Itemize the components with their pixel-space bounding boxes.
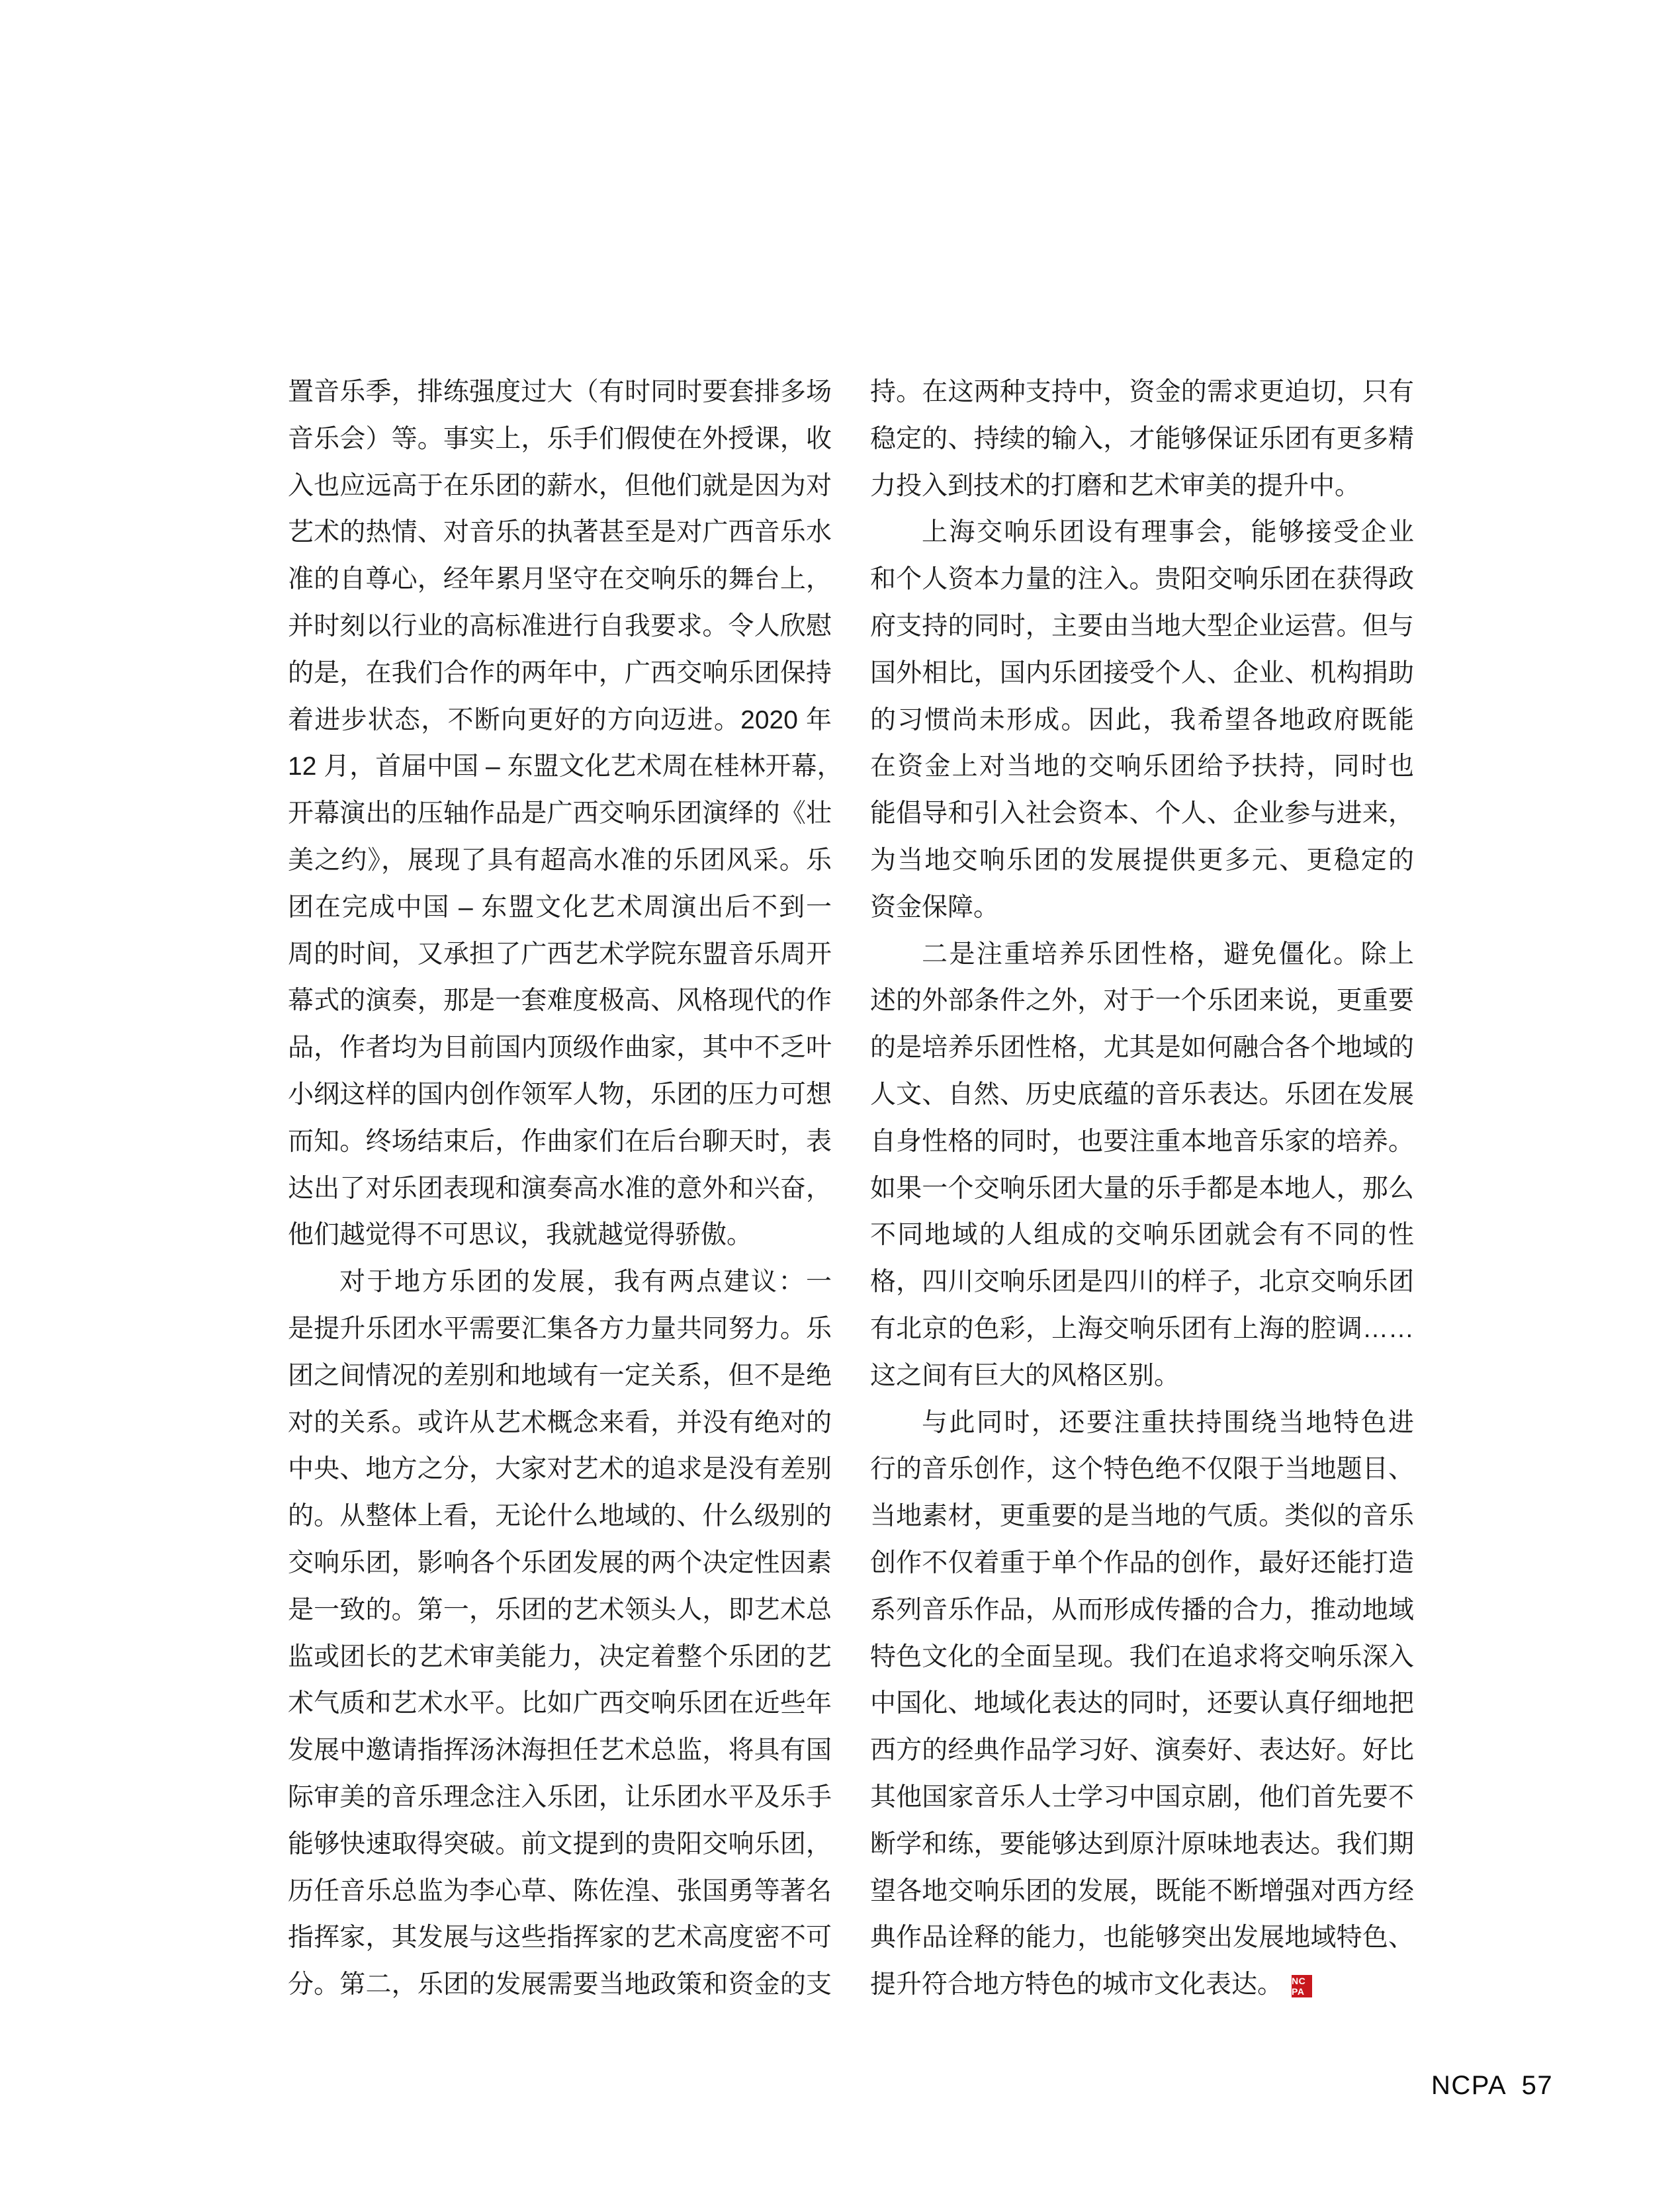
line-text: 12 月，首届中国 – 东盟文化艺术周在桂林开幕， <box>288 752 843 781</box>
text-line <box>870 1072 1414 1119</box>
right-text-column <box>870 369 1414 2009</box>
line-text: 是一致的。第一，乐团的艺术领头人，即艺术总 <box>288 1595 832 1624</box>
text-line <box>288 1962 832 2009</box>
text-line <box>288 1821 832 1868</box>
line-text: 并时刻以行业的高标准进行自我要求。令人欣慰 <box>288 611 832 640</box>
text-line <box>288 1166 832 1213</box>
line-text: 二是注重培养乐团性格，避免僵化。除上 <box>922 940 1414 969</box>
text-line <box>870 1166 1414 1213</box>
page-footer <box>1431 2071 1553 2100</box>
line-text: 的习惯尚未形成。因此，我希望各地政府既能 <box>870 705 1414 734</box>
line-text: 力投入到技术的打磨和艺术审美的提升中。 <box>870 471 1361 500</box>
text-line <box>870 1821 1414 1868</box>
text-line <box>288 1915 832 1962</box>
line-text: 是提升乐团水平需要汇集各方力量共同努力。乐 <box>288 1314 832 1343</box>
line-text: 对于地方乐团的发展，我有两点建议：一 <box>339 1268 832 1297</box>
text-line <box>870 556 1414 603</box>
text-line <box>288 1681 832 1728</box>
line-text: 能够快速取得突破。前文提到的贵阳交响乐团， <box>288 1829 832 1859</box>
line-text: 开幕演出的压轴作品是广西交响乐团演绎的《壮 <box>288 799 832 828</box>
text-line <box>288 509 832 556</box>
text-line <box>870 978 1414 1025</box>
line-text: 为当地交响乐团的发展提供更多元、更稳定的 <box>870 846 1414 875</box>
line-text: 如果一个交响乐团大量的乐手都是本地人，那么 <box>870 1174 1414 1203</box>
text-line <box>288 1868 832 1915</box>
text-line <box>870 369 1414 416</box>
text-line <box>288 1774 832 1821</box>
line-text: 监或团长的艺术审美能力，决定着整个乐团的艺 <box>288 1642 832 1671</box>
text-line <box>870 1634 1414 1681</box>
line-text: 系列音乐作品，从而形成传播的合力，推动地域 <box>870 1595 1414 1624</box>
text-line <box>288 978 832 1025</box>
line-text: 府支持的同时，主要由当地大型企业运营。但与 <box>870 611 1414 640</box>
line-text: 美之约》，展现了具有超高水准的乐团风采。乐 <box>288 846 832 875</box>
text-line <box>288 1400 832 1447</box>
text-line <box>288 1540 832 1587</box>
left-text-column <box>288 369 843 2009</box>
line-text: 而知。终场结束后，作曲家们在后台聊天时，表 <box>288 1127 832 1156</box>
line-text: 典作品诠释的能力，也能够突出发展地域特色、 <box>870 1923 1414 1952</box>
line-text: 他们越觉得不可思议，我就越觉得骄傲。 <box>288 1221 753 1250</box>
text-line <box>870 1259 1414 1306</box>
line-text: 幕式的演奏，那是一套难度极高、风格现代的作 <box>288 986 832 1016</box>
line-text: 特色文化的全面呈现。我们在追求将交响乐深入 <box>870 1642 1414 1671</box>
line-text: 团在完成中国 – 东盟文化艺术周演出后不到一 <box>288 893 832 922</box>
text-line <box>870 1774 1414 1821</box>
line-text: 与此同时，还要注重扶持围绕当地特色进 <box>922 1408 1414 1437</box>
line-text: 提升符合地方特色的城市文化表达。 <box>870 1970 1284 1999</box>
end-mark-top: NC <box>1292 1976 1306 1987</box>
line-text: 对的关系。或许从艺术概念来看，并没有绝对的 <box>288 1408 832 1437</box>
line-text: 西方的经典作品学习好、演奏好、表达好。好比 <box>870 1736 1414 1765</box>
text-line <box>870 791 1414 838</box>
text-line <box>870 1493 1414 1540</box>
line-text: 持。在这两种支持中，资金的需求更迫切，只有 <box>870 378 1414 406</box>
text-line <box>288 1212 832 1259</box>
line-text: 上海交响乐团设有理事会，能够接受企业 <box>922 518 1414 547</box>
text-line <box>288 932 832 979</box>
text-line <box>870 463 1414 510</box>
line-text: 置音乐季，排练强度过大（有时同时要套排多场 <box>288 378 832 406</box>
text-line <box>870 1962 1414 2009</box>
line-text: 术气质和艺术水平。比如广西交响乐团在近些年 <box>288 1689 832 1718</box>
text-line <box>870 838 1414 885</box>
text-line <box>288 791 832 838</box>
text-line <box>288 1634 832 1681</box>
line-text: 达出了对乐团表现和演奏高水准的意外和兴奋， <box>288 1174 832 1203</box>
line-text: 艺术的热情、对音乐的执著甚至是对广西音乐水 <box>288 518 832 547</box>
line-text: 着进步状态，不断向更好的方向迈进。2020 年 <box>288 705 832 734</box>
text-line <box>870 1306 1414 1353</box>
line-text: 分。第二，乐团的发展需要当地政策和资金的支 <box>288 1970 832 1999</box>
line-text: 述的外部条件之外，对于一个乐团来说，更重要 <box>870 986 1414 1016</box>
text-line <box>870 1915 1414 1962</box>
line-text: 自身性格的同时，也要注重本地音乐家的培养。 <box>870 1127 1414 1156</box>
line-text: 行的音乐创作，这个特色绝不仅限于当地题目、 <box>870 1455 1414 1484</box>
line-text: 人文、自然、历史底蕴的音乐表达。乐团在发展 <box>870 1080 1414 1109</box>
line-text: 小纲这样的国内创作领军人物，乐团的压力可想 <box>288 1080 832 1109</box>
line-text: 资金保障。 <box>870 893 1000 922</box>
line-text: 国外相比，国内乐团接受个人、企业、机构捐助 <box>870 658 1414 687</box>
line-text: 中国化、地域化表达的同时，还要认真仔细地把 <box>870 1689 1414 1718</box>
text-line <box>870 1681 1414 1728</box>
text-line <box>288 416 832 463</box>
text-line <box>870 744 1414 791</box>
line-text: 发展中邀请指挥汤沐海担任艺术总监，将具有国 <box>288 1736 832 1765</box>
line-text: 中央、地方之分，大家对艺术的追求是没有差别 <box>288 1455 832 1484</box>
line-text: 创作不仅着重于单个作品的创作，最好还能打造 <box>870 1548 1414 1577</box>
text-line <box>870 650 1414 697</box>
text-line <box>288 1072 832 1119</box>
text-line <box>288 744 843 791</box>
text-line <box>870 885 1414 932</box>
text-line <box>870 1540 1414 1587</box>
text-line <box>288 463 832 510</box>
line-text: 准的自尊心，经年累月坚守在交响乐的舞台上， <box>288 565 832 594</box>
line-text: 音乐会）等。事实上，乐手们假使在外授课，收 <box>288 424 832 453</box>
ncpa-end-mark <box>1292 1975 1312 1997</box>
text-line <box>288 1493 832 1540</box>
line-text: 的是培养乐团性格，尤其是如何融合各个地域的 <box>870 1033 1414 1063</box>
text-line <box>870 1728 1414 1774</box>
text-line <box>870 1587 1414 1634</box>
text-line <box>870 1212 1414 1259</box>
line-text: 其他国家音乐人士学习中国京剧，他们首先要不 <box>870 1782 1414 1812</box>
text-line <box>870 1868 1414 1915</box>
text-line <box>870 1353 1414 1400</box>
end-mark-bottom: PA <box>1292 1986 1305 1997</box>
line-text: 当地素材，更重要的是当地的气质。类似的音乐 <box>870 1502 1414 1531</box>
text-line <box>870 603 1414 650</box>
text-line <box>288 1446 832 1493</box>
text-line <box>288 1259 832 1306</box>
line-text: 断学和练，要能够达到原汁原味地表达。我们期 <box>870 1829 1414 1859</box>
line-text: 格，四川交响乐团是四川的样子，北京交响乐团 <box>870 1268 1414 1297</box>
text-line <box>288 1306 832 1353</box>
line-text: 这之间有巨大的风格区别。 <box>870 1361 1180 1390</box>
text-line <box>870 416 1414 463</box>
line-text: 稳定的、持续的输入，才能够保证乐团有更多精 <box>870 424 1414 453</box>
text-line <box>288 697 832 744</box>
text-line <box>288 1119 832 1166</box>
text-line <box>288 1587 832 1634</box>
text-line <box>870 1400 1414 1447</box>
text-line <box>288 369 832 416</box>
text-line <box>288 838 832 885</box>
text-line <box>288 1728 832 1774</box>
text-line <box>870 1119 1414 1166</box>
line-text: 指挥家，其发展与这些指挥家的艺术高度密不可 <box>288 1923 832 1952</box>
line-text: 交响乐团，影响各个乐团发展的两个决定性因素 <box>288 1548 832 1577</box>
line-text: 历任音乐总监为李心草、陈佐湟、张国勇等著名 <box>288 1876 832 1905</box>
line-text: 品，作者均为目前国内顶级作曲家，其中不乏叶 <box>288 1033 832 1063</box>
text-line <box>870 697 1414 744</box>
line-text: 不同地域的人组成的交响乐团就会有不同的性 <box>870 1221 1414 1250</box>
text-line <box>288 1025 832 1072</box>
text-line <box>870 509 1414 556</box>
journal-page-number: NCPA 57 <box>1431 2071 1554 2100</box>
line-text: 能倡导和引入社会资本、个人、企业参与进来， <box>870 799 1414 828</box>
text-line <box>870 932 1414 979</box>
line-text: 在资金上对当地的交响乐团给予扶持，同时也 <box>870 752 1414 781</box>
text-line <box>288 1353 832 1400</box>
text-line <box>288 650 832 697</box>
line-text: 和个人资本力量的注入。贵阳交响乐团在获得政 <box>870 565 1414 594</box>
line-text: 有北京的色彩，上海交响乐团有上海的腔调…… <box>870 1314 1414 1343</box>
line-text: 入也应远高于在乐团的薪水，但他们就是因为对 <box>288 471 832 500</box>
line-text: 际审美的音乐理念注入乐团，让乐团水平及乐手 <box>288 1782 832 1812</box>
text-line <box>870 1025 1414 1072</box>
text-line <box>288 603 832 650</box>
line-text: 周的时间，又承担了广西艺术学院东盟音乐周开 <box>288 940 832 969</box>
text-line <box>288 885 832 932</box>
text-line <box>870 1446 1414 1493</box>
line-text: 的。从整体上看，无论什么地域的、什么级别的 <box>288 1502 832 1531</box>
line-text: 团之间情况的差别和地域有一定关系，但不是绝 <box>288 1361 832 1390</box>
line-text: 望各地交响乐团的发展，既能不断增强对西方经 <box>870 1876 1414 1905</box>
line-text: 的是，在我们合作的两年中，广西交响乐团保持 <box>288 658 832 687</box>
text-line <box>288 556 832 603</box>
